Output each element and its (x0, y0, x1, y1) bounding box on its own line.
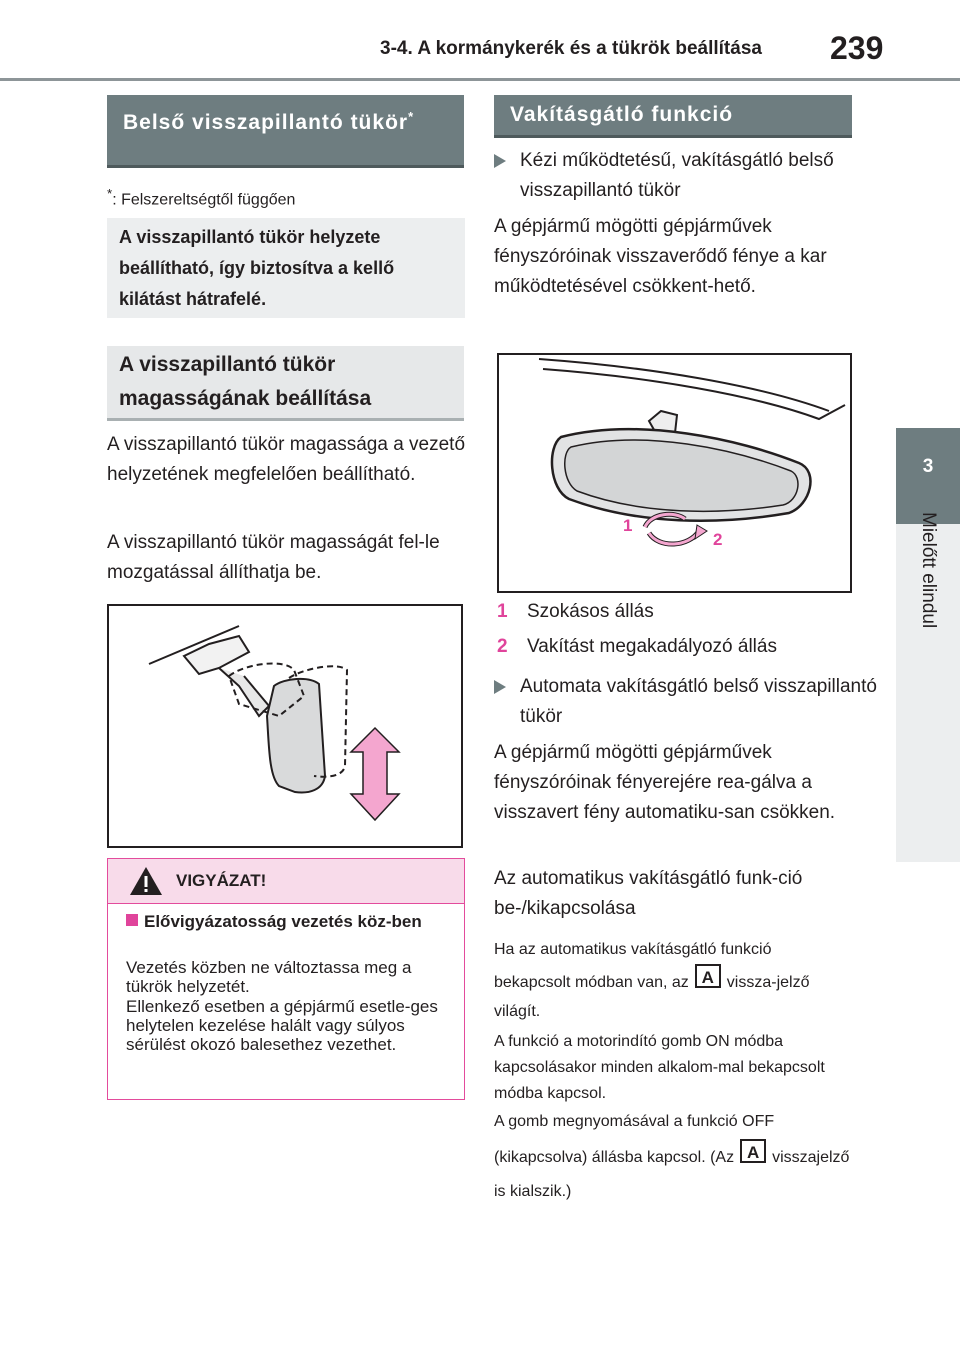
footnote (107, 186, 295, 209)
position-list-item-1 (497, 597, 852, 627)
height-paragraph-2: A visszapillantó tükör magasságát fel-le mozgatással állíthatja be. (107, 532, 440, 583)
up-down-arrow-icon (351, 728, 399, 820)
figure-mirror-antiglare (497, 353, 852, 593)
chapter-label: Mielőtt elindul (918, 512, 939, 629)
section-heading-mirror (107, 95, 464, 168)
section-title: 3-4. A kormánykerék és a tükrök beállítása (380, 38, 762, 59)
indicator-a-icon: A (695, 964, 721, 988)
warning-title: VIGYÁZAT! (176, 871, 267, 890)
subheading-height: A visszapillantó tükör magasságának beállítása (107, 346, 464, 421)
heading-star: * (408, 109, 415, 124)
on-mode-paragraph: A funkció a motorindító gomb ON módba kapcsolásakor minden alkalom-mal bekapcsolt módba kapcsol. (494, 1033, 825, 1102)
warning-triangle-icon (128, 865, 164, 897)
position-list-item-2 (497, 632, 852, 662)
height-paragraph-1: A visszapillantó tükör magassága a vezető helyzetének megfelelően beállítható. (107, 434, 466, 485)
manual-paragraph: A gépjármű mögötti gépjárművek fényszóróinak visszaverődő fénye a kar működtetésével csökkent-hető. (494, 216, 827, 297)
bullet-automatic (494, 672, 878, 732)
figure-label-1: 1 (623, 516, 633, 535)
position-text-1: Szokásos állás (527, 601, 654, 622)
warning-header (108, 859, 464, 904)
warning-bullet-icon (126, 914, 138, 926)
automatic-paragraph: A gépjármű mögötti gépjárművek fényszóróinak fényerejére rea-gálva a visszavert fény automatiku-san csökken. (494, 742, 836, 823)
off-text-a: A gomb megnyomásával a funkció OFF (kikapcsolva) állásba kapcsol. (Az (494, 1113, 775, 1166)
position-number-2: 2 (497, 636, 508, 657)
figure-label-2: 2 (713, 530, 723, 549)
warning-body-2: Ellenkező esetben a gépjármű esetle-ges helytelen kezelése halált vagy súlyos sérülést okozó balesethez vezethet. (126, 997, 438, 1054)
toggle-heading: Az automatikus vakításgátló funk-ció be-/kikapcsolása (494, 868, 803, 919)
antiglare-mirror-illustration (499, 355, 850, 591)
mirror-arm (219, 668, 269, 716)
bullet-automatic-text: Automata vakításgátló belső visszapillantó tükör (520, 676, 877, 727)
off-paragraph (494, 1105, 850, 1209)
bullet-manual (494, 146, 878, 206)
bullet-arrow-icon (494, 680, 506, 694)
section-heading-antiglare: Vakításgátló funkció (494, 95, 852, 138)
header-divider (0, 78, 960, 81)
warning-subtitle: Elővigyázatosság vezetés köz-ben (144, 912, 422, 931)
footnote-star: * (107, 186, 113, 201)
warning-body-1: Vezetés közben ne változtassa meg a tükrök helyzetét. (126, 958, 412, 996)
figure-mirror-height (107, 604, 463, 848)
footnote-text: : Felszereltségtől függően (112, 191, 296, 209)
position-number-1: 1 (497, 601, 508, 622)
chapter-number: 3 (922, 456, 934, 477)
bullet-arrow-icon (494, 154, 506, 168)
lever-arrow-head (695, 525, 707, 539)
position-text-2: Vakítást megakadályozó állás (527, 636, 777, 657)
intro-note: A visszapillantó tükör helyzete beállítható, így biztosítva a kellő kilátást hátrafelé. (107, 218, 465, 318)
off-text-b: visszajelző is kialszik.) (494, 1149, 850, 1200)
warning-box (107, 858, 465, 1100)
page-number: 239 (830, 30, 884, 66)
indicator-a-icon-2: A (740, 1139, 766, 1163)
heading-text: Belső visszapillantó tükör (123, 111, 409, 134)
indicator-paragraph (494, 935, 850, 1026)
bullet-manual-text: Kézi működtetésű, vakításgátló belső visszapillantó tükör (520, 150, 834, 201)
indicator-text-a: Ha az automatikus vakításgátló funkció bekapcsolt módban van, az (494, 941, 772, 991)
mirror-height-illustration (109, 606, 461, 846)
indicator-text-b: vissza-jelző világít. (494, 974, 810, 1020)
mirror-mount (184, 636, 249, 674)
warning-subtitle-row (126, 912, 468, 932)
